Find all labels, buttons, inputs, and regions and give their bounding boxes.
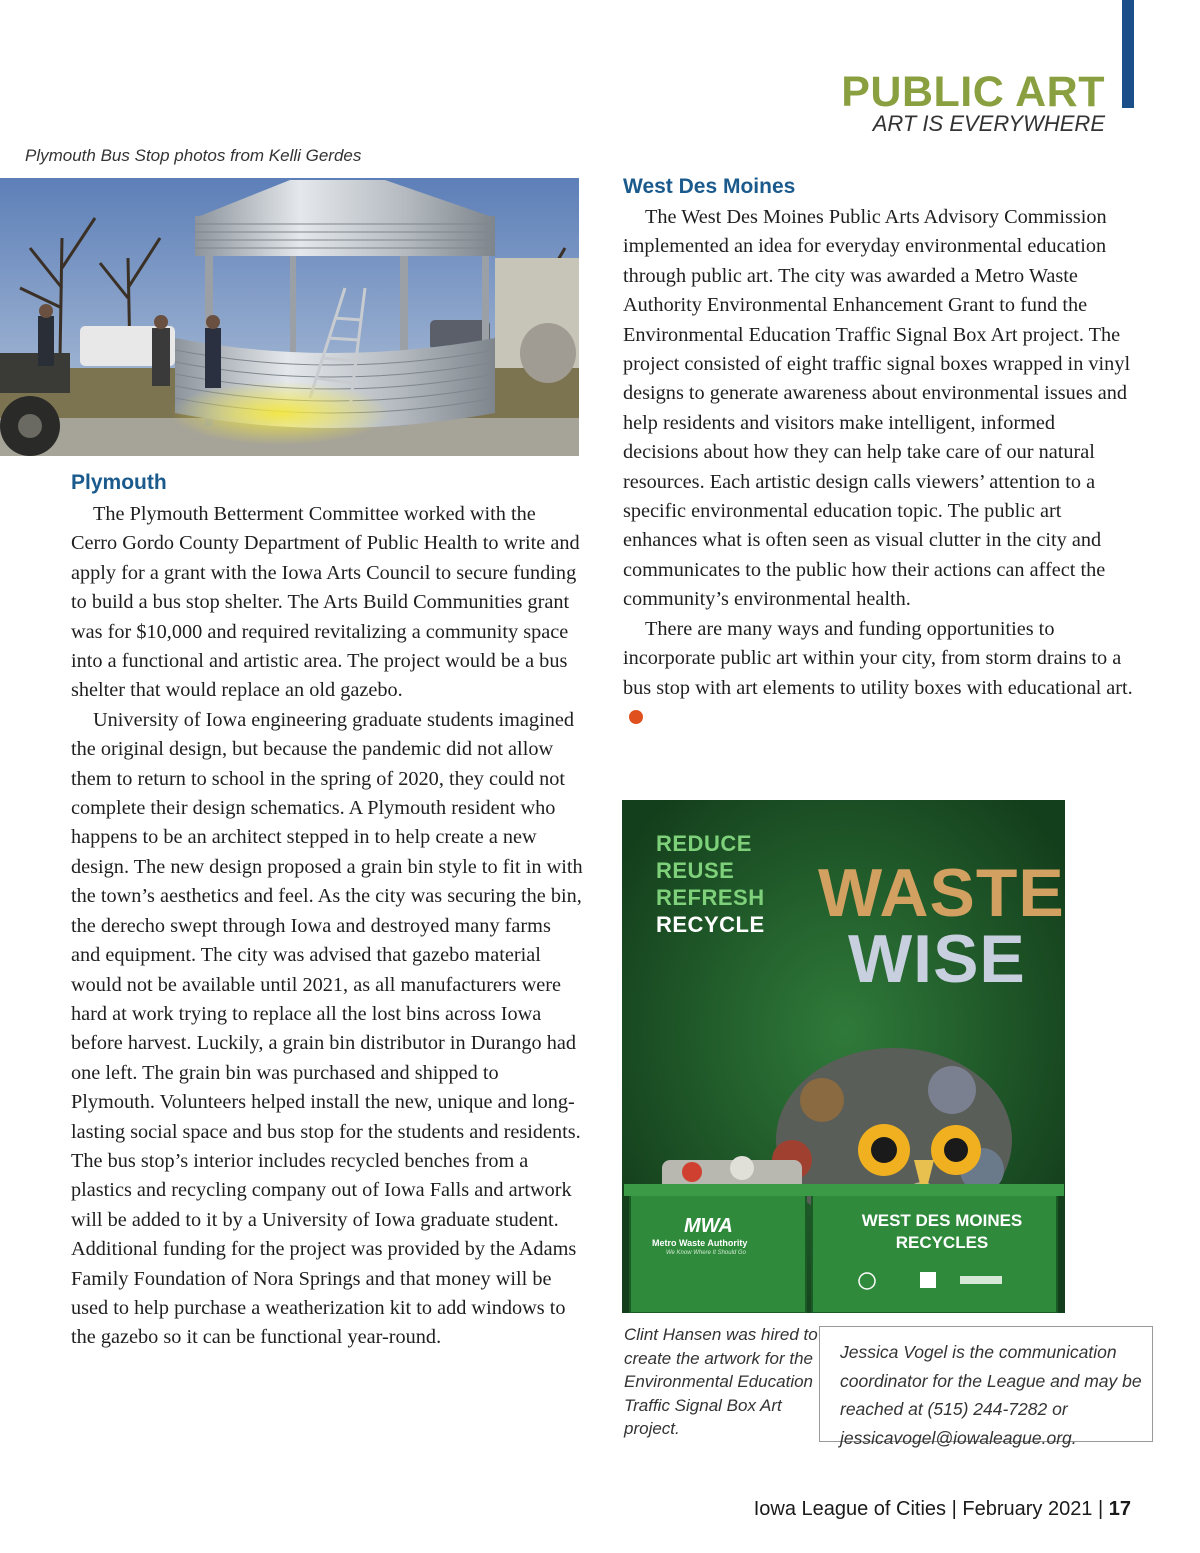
footer-publication: Iowa League of Cities | February 2021 |: [753, 1498, 1109, 1520]
section-title: PUBLIC ART: [841, 68, 1105, 116]
poster-logo-subtext: We Know Where It Should Go: [666, 1250, 746, 1256]
poster-bin-text-line-2: RECYCLES: [895, 1233, 989, 1252]
poster-tagline: [656, 830, 765, 938]
plymouth-paragraph-2: University of Iowa engineering graduate students imagined the original design, but because the pandemic did not allow them to return to school in the spring of 2020, they could not complete their design schematics. A Plymouth resident who happens to be an architect stepped in to help create a new design. The new design proposed a grain bin style to fit in with the town’s aesthetics and feel. As the city was securing the bin, the derecho swept through Iowa and destroyed many farms and equipment. The city was advised that gazebo material would not be available until 2021, as all manufacturers were hard at work trying to replace all the lost bins across Iowa before harvest. Luckily, a grain bin distributor in Durango had one left. The grain bin was purchased and shipped to Plymouth. Volunteers helped install the new, unique and long-lasting social space and bus stop for the students and residents. The bus stop’s interior includes recycled benches from a plastics and recycling company out of Iowa Falls and artwork will be added to it by a University of Iowa graduate student. Additional funding for the project was provided by the Adams Family Foundation of Nora Springs and that money will be used to help purchase a weatherization kit to add windows to the gazebo so it can be functional year-round.: [71, 708, 583, 1349]
plymouth-paragraph-1: The Plymouth Betterment Committee worked with the Cerro Gordo County Department of Public Health to write and apply for a grant with the Iowa Arts Council to secure funding to build a bus stop shelter. The Arts Build Communities grant was for $10,000 and required revitalizing a community space into a functional and artistic area. The project would be a bus shelter that would replace an old gazebo.: [71, 503, 580, 702]
west-des-moines-heading: West Des Moines: [623, 175, 796, 198]
end-of-article-dot-icon: [629, 710, 643, 724]
section-subtitle: ART IS EVERYWHERE: [872, 111, 1105, 136]
poster-caption: Clint Hansen was hired to create the artwork for the Environmental Education Traffic Signal Box Art project.: [624, 1325, 818, 1438]
svg-text:MWA: MWA: [684, 1215, 733, 1237]
plymouth-article: [71, 470, 583, 1353]
poster-logo-text: Metro Waste Authority: [652, 1238, 748, 1248]
poster-tagline-line: REFRESH: [656, 885, 765, 910]
bus-stop-photo-illustration: [0, 178, 579, 456]
author-note-box: [819, 1326, 1153, 1448]
page-footer: [754, 1498, 1131, 1521]
poster-tagline-line: RECYCLE: [656, 912, 765, 937]
west-des-moines-article: [623, 174, 1135, 732]
wdm-paragraph-1: The West Des Moines Public Arts Advisory Commission implemented an idea for everyday environmental education through public art. The city was awarded a Metro Waste Authority Environmental Enhancement Grant to fund the Environmental Education Traffic Signal Box Art project. The project consisted of eight traffic signal boxes wrapped in vinyl designs to generate awareness about environmental issues and help residents and visitors make intelligent, informed decisions about how they can help take care of our natural resources. Each artistic design calls viewers’ attention to a specific environmental education topic. The public art enhances what is often seen as visual clutter in the city and communicates to the public how their actions can affect the community’s environmental health.: [623, 206, 1131, 611]
wdm-paragraph-2: There are many ways and funding opportunities to incorporate public art within your city, from storm drains to a bus stop with art elements to utility boxes with educational art.: [623, 617, 1133, 699]
page-number: 17: [1108, 1498, 1131, 1520]
poster-title-wise: WISE: [848, 921, 1026, 997]
poster-tagline-line: REUSE: [656, 858, 735, 883]
poster-title-waste: WASTE: [818, 855, 1065, 931]
poster-bin-text: [822, 1210, 1062, 1254]
bus-stop-photo: [0, 178, 579, 456]
photo-credit: Plymouth Bus Stop photos from Kelli Gerdes: [25, 146, 362, 165]
poster-title: [818, 855, 1065, 997]
wdm-paragraph-2-wrap: [623, 615, 1135, 733]
author-note: Jessica Vogel is the communication coordinator for the League and may be reached at (515) 244-7282 or jessicavogel@iowaleague.org.: [840, 1342, 1142, 1448]
waste-wise-poster: [622, 800, 1065, 1313]
plymouth-heading: Plymouth: [71, 471, 167, 494]
poster-bin-text-line-1: WEST DES MOINES: [861, 1211, 1023, 1230]
poster-tagline-line: REDUCE: [656, 831, 752, 856]
accent-bar: [1122, 0, 1134, 108]
